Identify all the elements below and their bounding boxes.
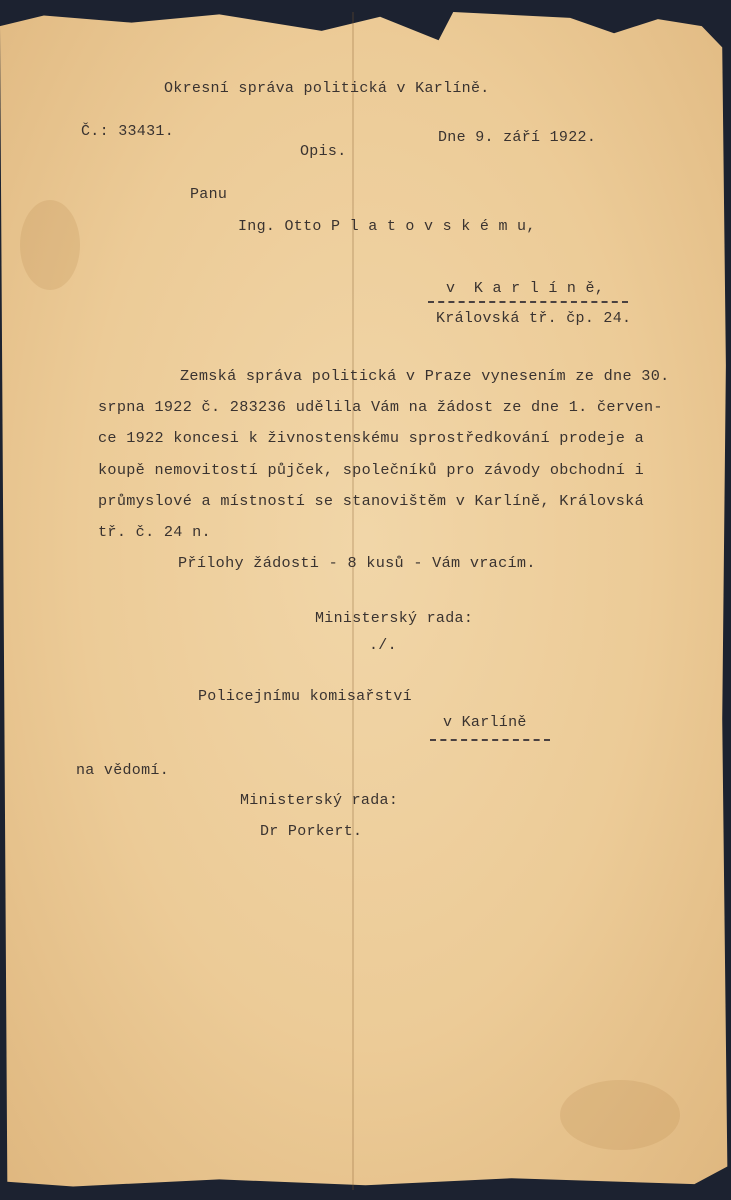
issuing-authority: Okresní správa politická v Karlíně. [164,80,490,97]
enclosures-note: Přílohy žádosti - 8 kusů - Vám vracím. [178,554,536,572]
document-date: Dne 9. září 1922. [438,129,597,146]
second-recipient: Policejnímu komisařství [198,688,412,705]
signature-mark: ./. [369,637,397,654]
paper-stain [560,1080,680,1150]
for-information-note: na vědomí. [76,762,170,779]
closing-signature-name: Dr Porkert. [260,823,363,840]
salutation: Panu [190,186,228,203]
address-underline [428,301,628,303]
copy-label: Opis. [300,143,347,160]
body-line: ce 1922 koncesi k živnostenskému sprostředkování prodeje a [98,429,645,447]
closing-signature-title: Ministerský rada: [240,792,399,809]
addressee-name: Ing. Otto P l a t o v s k é m u, [238,218,536,235]
paper-sheet [0,12,731,1190]
second-recipient-underline [430,739,550,741]
paper-stain [20,200,80,290]
body-line: průmyslové a místností se stanovištěm v Karlíně, Královská [98,492,645,510]
second-recipient-city: v Karlíně [443,714,527,731]
addressee-street: Královská tř. čp. 24. [436,310,632,327]
body-line: Zemská správa politická v Praze vynesením ze dne 30. [180,367,670,385]
paper-fold-crease [352,12,354,1190]
body-line: srpna 1922 č. 283236 udělila Vám na žádost ze dne 1. červen- [98,398,663,416]
addressee-city: v K a r l í n ě, [446,280,605,297]
body-line: koupě nemovitostí půjček, společníků pro závody obchodní i [98,461,645,479]
body-line: tř. č. 24 n. [98,523,211,541]
reference-number: Č.: 33431. [81,123,175,140]
signature-title: Ministerský rada: [315,610,474,627]
